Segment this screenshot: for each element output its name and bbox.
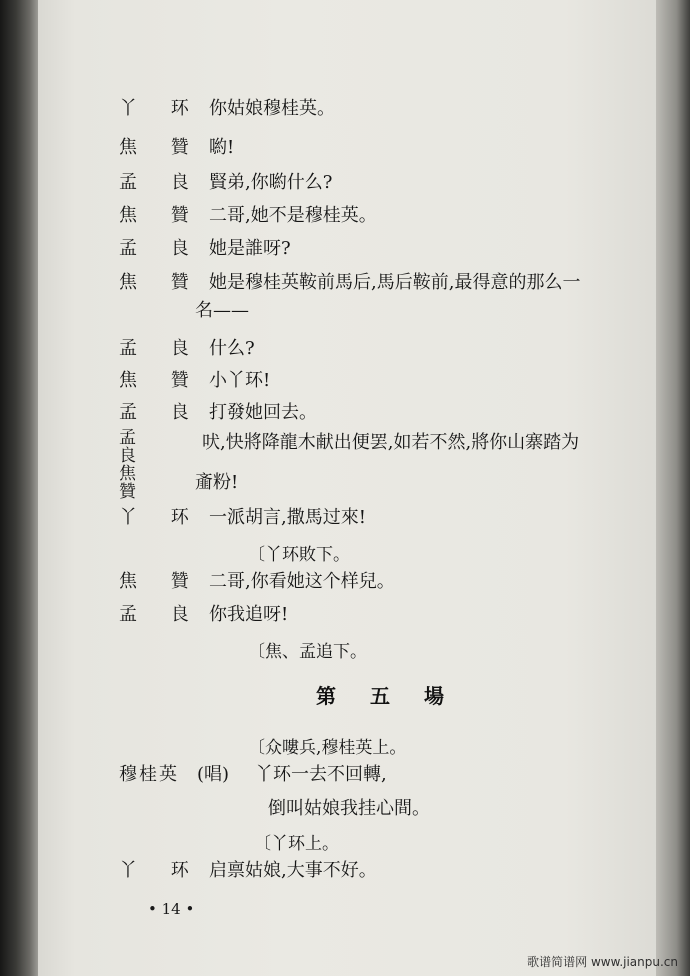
sung-line [119,764,387,786]
dialogue-continuation [195,472,238,494]
dialogue-continuation [195,300,249,322]
line-text: 吠,快將降龍木献出便罢,如若不然,將你山寨踏为 [202,432,580,453]
speaker-name: 孟 良 [119,238,203,259]
speaker-name: 焦 贊 [119,272,203,293]
dialogue-line [119,860,377,882]
dialogue-line [119,370,270,392]
dialogue-line [119,98,335,120]
speaker-name: 孟 良 [119,428,148,466]
singing-mode: (唱) [197,764,230,785]
dialogue-line [119,571,395,593]
dialogue-line [119,172,332,194]
line-text: 你姑娘穆桂英。 [209,98,335,119]
dialogue-line [119,205,377,227]
line-text: 一派胡言,撒馬过來! [209,507,366,528]
dialogue-text [202,432,579,454]
line-text: 賢弟,你喲什么? [209,172,333,193]
line-text: 你我追呀! [209,604,289,625]
speaker-name: 孟 良 [119,172,203,193]
line-text: 名—— [195,300,249,321]
speaker-name: 穆桂英 [119,764,179,785]
line-text: 二哥,你看她这个样兒。 [209,571,395,592]
dialogue-line [119,507,366,529]
speaker-name: 焦 贊 [119,571,203,592]
dialogue-line [119,604,288,626]
scene-heading: 第五場 [316,684,478,708]
stage-direction: 〔丫环上。 [254,834,339,854]
site-watermark: 歌谱简谱网 www.jianpu.cn [527,955,678,969]
speaker-name: 焦 贊 [119,464,148,502]
page-edge-shadow [656,0,690,976]
speaker-name: 焦 贊 [119,370,203,391]
speaker-name: 焦 贊 [119,205,203,226]
line-text: 她是誰呀? [209,238,291,259]
line-text: 丫环一去不回轉, [255,764,387,785]
dialogue-line [119,238,291,260]
line-text: 倒叫姑娘我挂心間。 [268,798,430,819]
speaker-name: 焦 贊 [119,137,203,158]
dialogue-line [119,272,580,294]
speaker-name: 孟 良 [119,338,203,359]
speaker-name: 丫 环 [119,507,203,528]
page-number: • 14 • [148,900,195,918]
dialogue-line [119,338,255,360]
stage-direction: 〔丫环敗下。 [248,545,350,565]
line-text: 小丫环! [209,370,271,391]
joint-speaker-names [119,429,193,501]
sung-line-continuation [268,798,430,820]
stage-direction: 〔众嘍兵,穆桂英上。 [248,738,407,758]
speaker-name: 孟 良 [119,402,203,423]
line-text: 二哥,她不是穆桂英。 [209,205,377,226]
line-text: 齑粉! [195,472,239,493]
book-spine-shadow [0,0,40,976]
dialogue-line [119,402,317,424]
line-text: 她是穆桂英鞍前馬后,馬后鞍前,最得意的那么一 [209,272,581,293]
line-text: 启禀姑娘,大事不好。 [209,860,377,881]
speaker-name: 丫 环 [119,98,203,119]
line-text: 什么? [209,338,255,359]
line-text: 打發她回去。 [209,402,317,423]
line-text: 喲! [209,137,235,158]
speaker-name: 丫 环 [119,860,203,881]
dialogue-line [119,137,234,159]
stage-direction: 〔焦、孟追下。 [248,642,367,662]
speaker-name: 孟 良 [119,604,203,625]
